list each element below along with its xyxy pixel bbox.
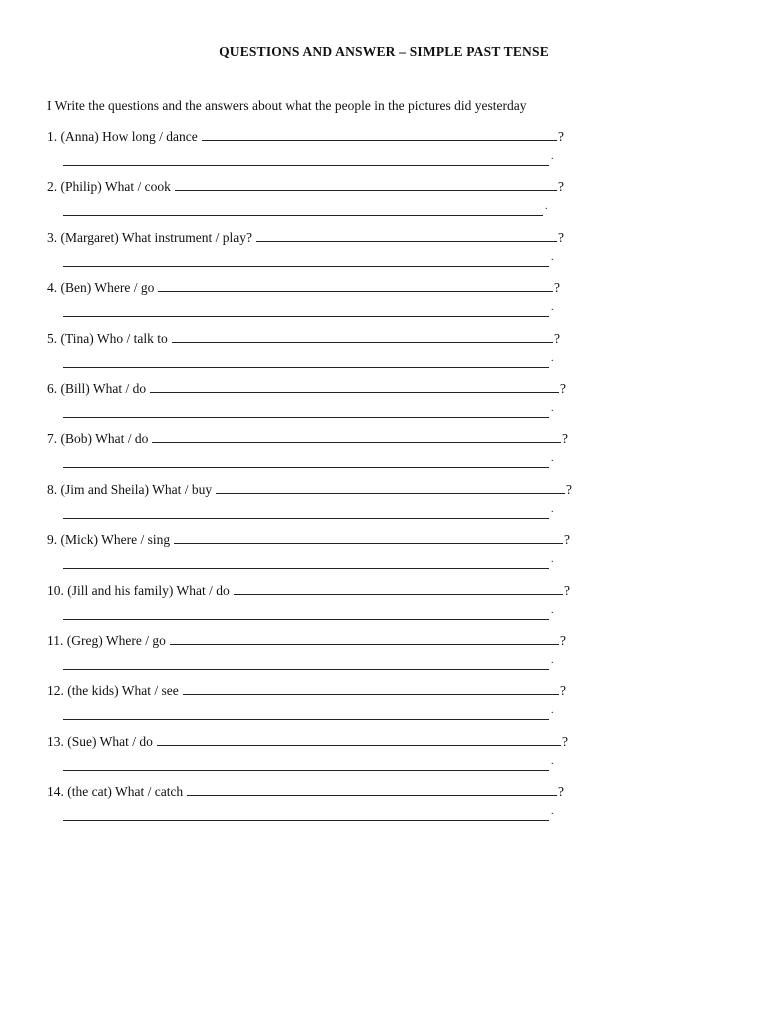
question-line xyxy=(47,127,607,147)
instruction-text: I Write the questions and the answers about what the people in the pictures did yesterday xyxy=(47,98,527,113)
question-prompt: 13. (Sue) What / do xyxy=(47,733,153,749)
answer-end-dot: . xyxy=(551,251,554,263)
answer-blank[interactable] xyxy=(63,556,549,569)
question-prompt: 3. (Margaret) What instrument / play? xyxy=(47,229,252,245)
question-item xyxy=(47,228,607,278)
answer-end-dot: . xyxy=(551,402,554,414)
question-mark: ? xyxy=(566,481,572,497)
worksheet-title: QUESTIONS AND ANSWER – SIMPLE PAST TENSE xyxy=(219,44,549,59)
answer-end-dot: . xyxy=(551,302,554,314)
question-mark: ? xyxy=(564,582,570,598)
question-line xyxy=(47,631,607,651)
question-mark: ? xyxy=(560,683,566,699)
question-mark: ? xyxy=(560,632,566,648)
answer-end-dot: . xyxy=(551,604,554,616)
question-blank[interactable] xyxy=(187,782,557,796)
answer-end-dot: . xyxy=(551,503,554,515)
answer-end-dot: . xyxy=(551,453,554,465)
question-prompt: 7. (Bob) What / do xyxy=(47,431,149,447)
question-line xyxy=(47,379,607,399)
question-mark: ? xyxy=(562,733,568,749)
question-blank[interactable] xyxy=(152,429,561,443)
question-line xyxy=(47,581,607,601)
question-prompt: 9. (Mick) Where / sing xyxy=(47,532,171,548)
question-prompt: 8. (Jim and Sheila) What / buy xyxy=(47,481,213,497)
answer-blank[interactable] xyxy=(63,203,543,216)
question-item xyxy=(47,329,607,379)
question-item xyxy=(47,782,607,832)
question-blank[interactable] xyxy=(183,681,559,695)
answer-end-dot: . xyxy=(551,755,554,767)
question-item xyxy=(47,732,607,782)
question-item xyxy=(47,379,607,429)
question-blank[interactable] xyxy=(175,177,557,191)
question-mark: ? xyxy=(562,431,568,447)
answer-end-dot: . xyxy=(551,352,554,364)
question-item xyxy=(47,429,607,479)
answer-end-dot: . xyxy=(551,806,554,818)
question-prompt: 4. (Ben) Where / go xyxy=(47,280,155,296)
question-prompt: 10. (Jill and his family) What / do xyxy=(47,582,230,598)
answer-blank[interactable] xyxy=(63,355,549,368)
answer-blank[interactable] xyxy=(63,506,549,519)
answer-blank[interactable] xyxy=(63,304,549,317)
question-blank[interactable] xyxy=(157,732,561,746)
answer-blank[interactable] xyxy=(63,455,549,468)
question-blank[interactable] xyxy=(170,631,559,645)
question-mark: ? xyxy=(554,330,560,346)
question-item xyxy=(47,681,607,731)
question-list xyxy=(47,127,607,832)
question-blank[interactable] xyxy=(150,379,559,393)
question-prompt: 5. (Tina) Who / talk to xyxy=(47,330,168,346)
question-blank[interactable] xyxy=(174,530,563,544)
answer-blank[interactable] xyxy=(63,657,549,670)
question-line xyxy=(47,278,607,298)
question-mark: ? xyxy=(558,229,564,245)
question-line xyxy=(47,177,607,197)
answer-end-dot: . xyxy=(545,201,548,213)
question-line xyxy=(47,782,607,802)
answer-end-dot: . xyxy=(551,151,554,162)
question-blank[interactable] xyxy=(234,581,563,595)
question-item xyxy=(47,581,607,631)
question-line xyxy=(47,530,607,550)
question-line xyxy=(47,329,607,349)
question-prompt: 6. (Bill) What / do xyxy=(47,380,147,396)
question-line xyxy=(47,480,607,500)
question-mark: ? xyxy=(558,179,564,195)
question-prompt: 1. (Anna) How long / dance xyxy=(47,129,198,144)
question-blank[interactable] xyxy=(172,329,553,343)
answer-end-dot: . xyxy=(551,654,554,666)
question-line xyxy=(47,429,607,449)
question-item xyxy=(47,177,607,227)
answer-blank[interactable] xyxy=(63,607,549,620)
question-prompt: 14. (the cat) What / catch xyxy=(47,784,184,800)
question-item xyxy=(47,480,607,530)
answer-blank[interactable] xyxy=(63,758,549,771)
answer-end-dot: . xyxy=(551,554,554,566)
question-line xyxy=(47,732,607,752)
question-item xyxy=(47,530,607,580)
question-mark: ? xyxy=(558,784,564,800)
question-line xyxy=(47,681,607,701)
question-prompt: 2. (Philip) What / cook xyxy=(47,179,171,195)
question-blank[interactable] xyxy=(256,228,557,242)
question-mark: ? xyxy=(554,280,560,296)
answer-end-dot: . xyxy=(551,705,554,717)
question-mark: ? xyxy=(558,129,564,144)
question-item xyxy=(47,278,607,328)
question-mark: ? xyxy=(560,380,566,396)
answer-blank[interactable] xyxy=(63,153,549,166)
question-item xyxy=(47,631,607,681)
question-prompt: 12. (the kids) What / see xyxy=(47,683,179,699)
answer-blank[interactable] xyxy=(63,254,549,267)
answer-blank[interactable] xyxy=(63,405,549,418)
question-blank[interactable] xyxy=(216,480,565,494)
question-line xyxy=(47,228,607,248)
question-prompt: 11. (Greg) Where / go xyxy=(47,632,166,648)
answer-blank[interactable] xyxy=(63,808,549,821)
question-mark: ? xyxy=(564,532,570,548)
question-item xyxy=(47,127,607,177)
question-blank[interactable] xyxy=(158,278,553,292)
question-blank[interactable] xyxy=(202,127,557,141)
answer-blank[interactable] xyxy=(63,707,549,720)
